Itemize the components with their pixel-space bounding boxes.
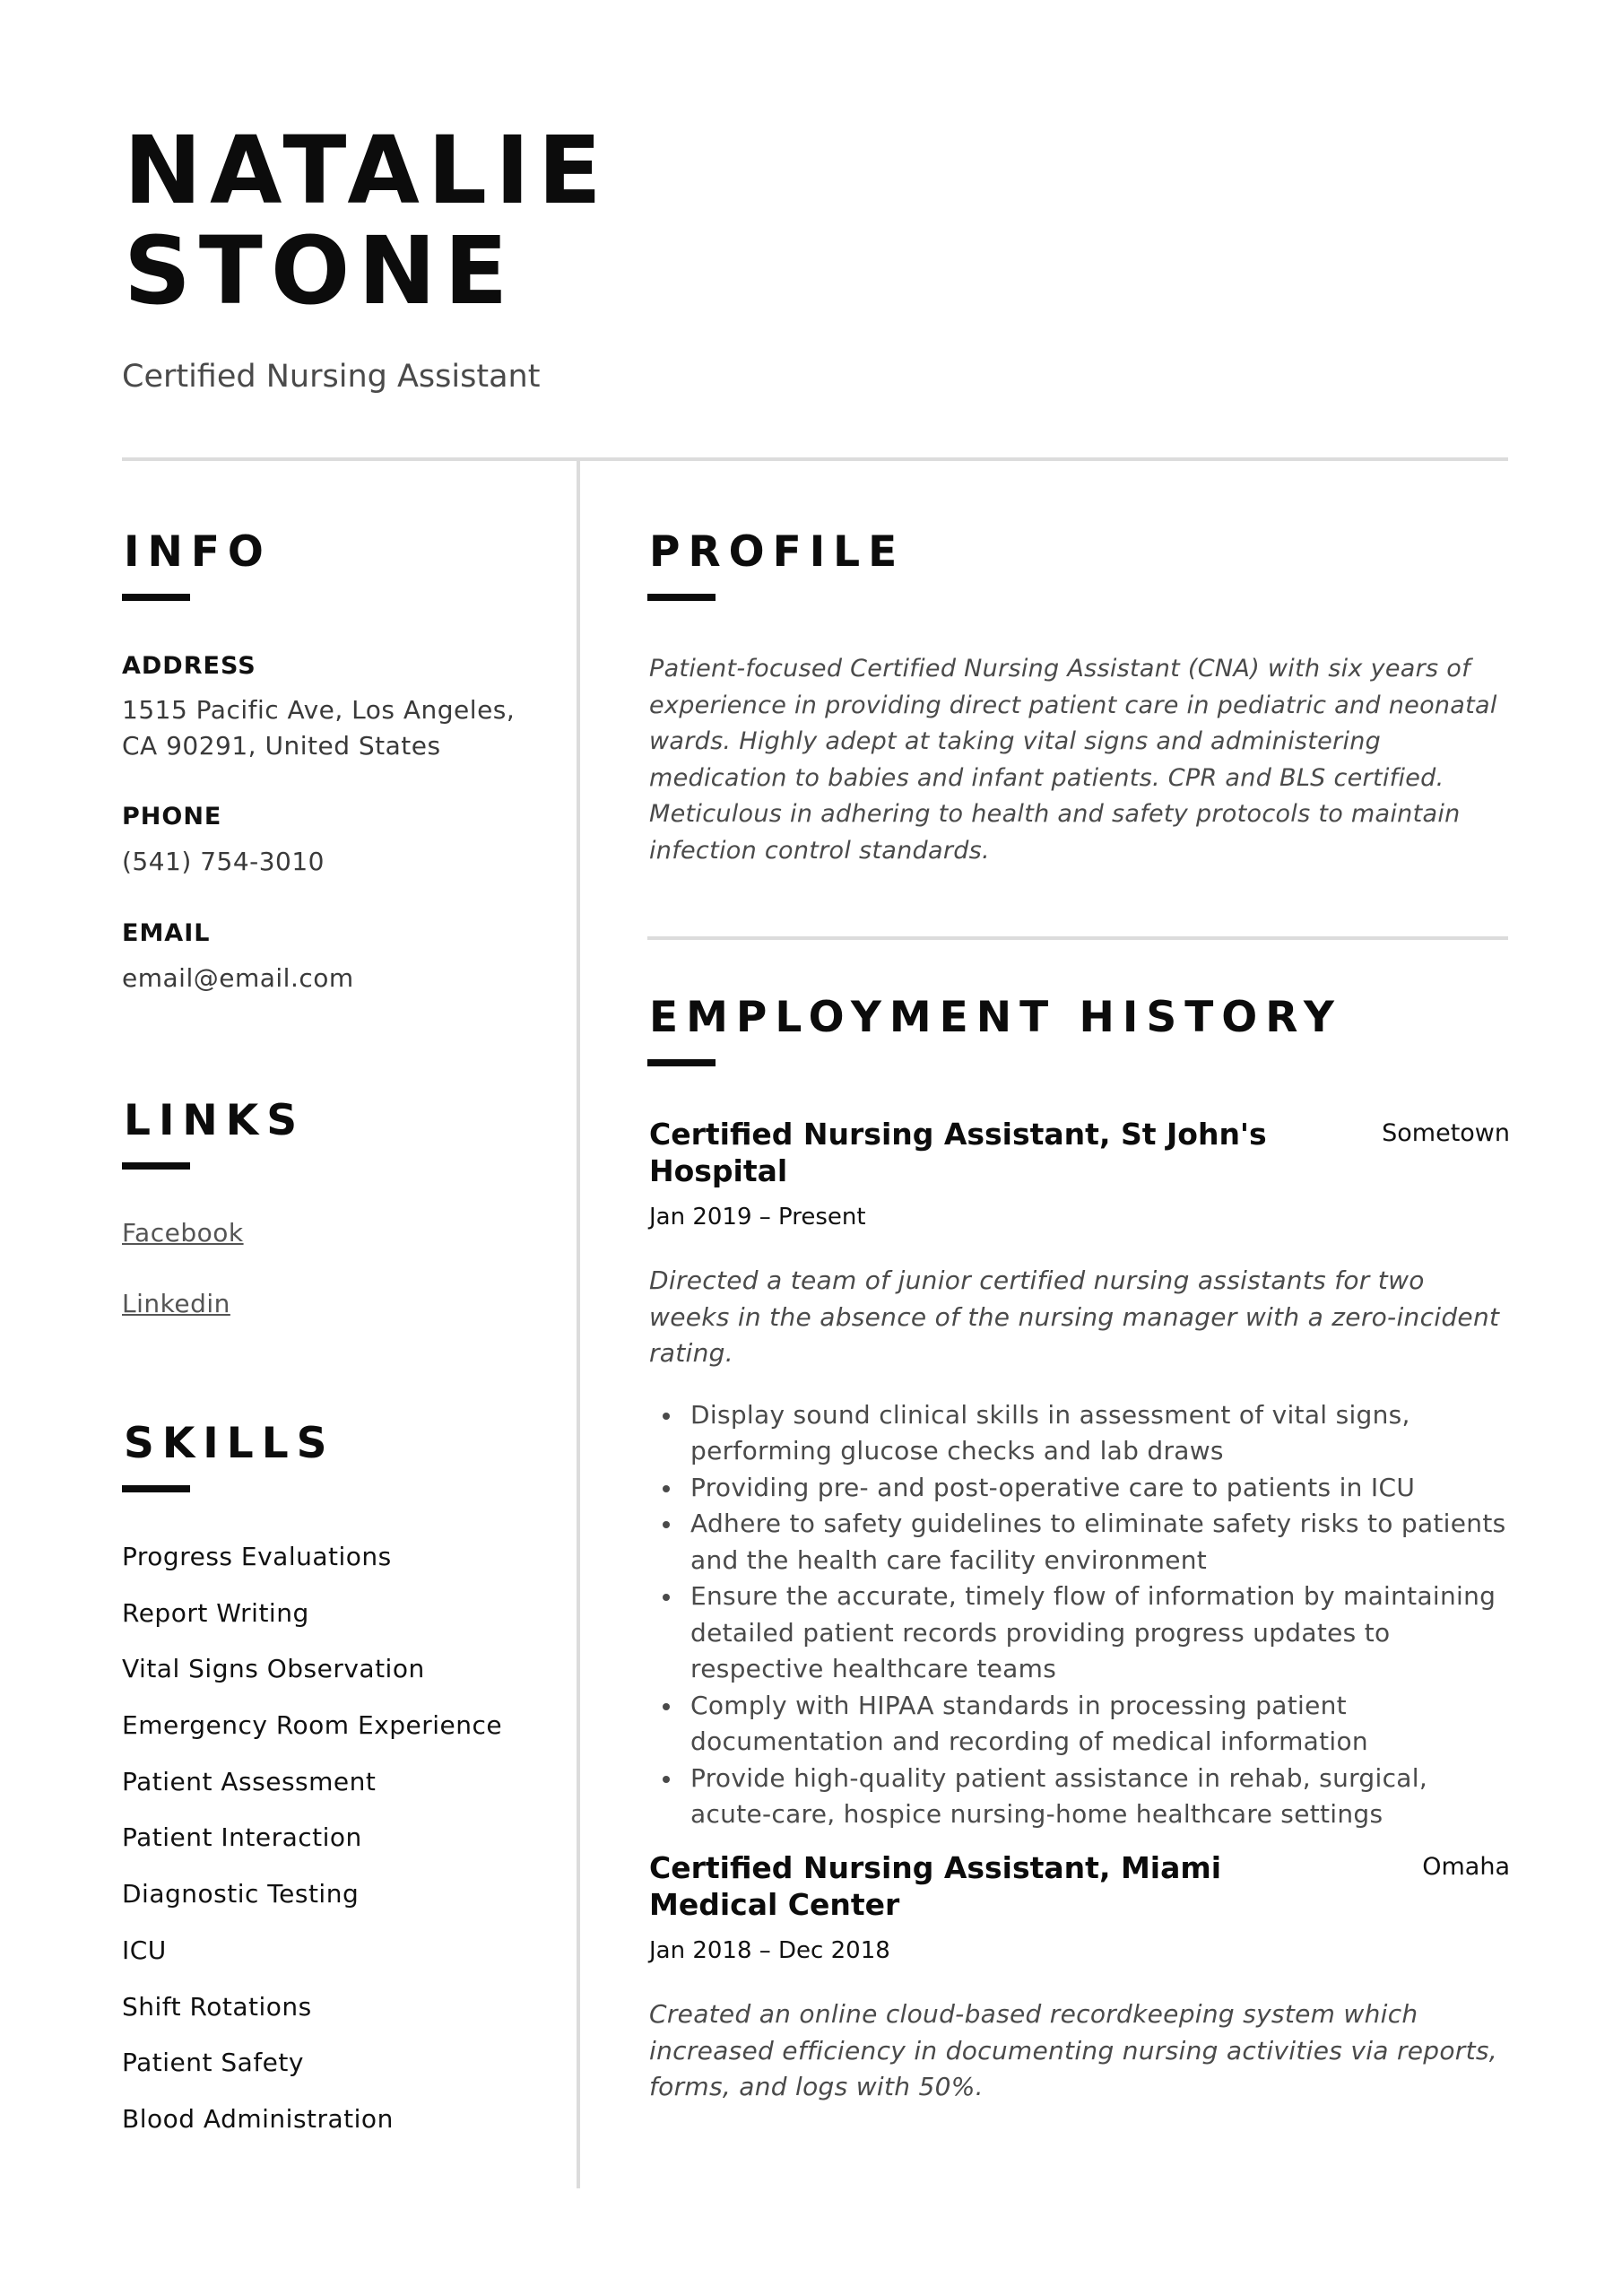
link-linkedin[interactable]: Linkedin — [122, 1289, 230, 1318]
skill-item: Diagnostic Testing — [122, 1879, 360, 1909]
skill-item: Patient Safety — [122, 2048, 304, 2078]
first-name: NATALIE — [124, 116, 610, 225]
last-name: STONE — [124, 216, 516, 326]
profile-divider — [647, 936, 1508, 940]
job-title: Certified Nursing Assistant, Miami Medical Center — [649, 1850, 1222, 1922]
skill-item: Vital Signs Observation — [122, 1654, 425, 1684]
job-bullet: Adhere to safety guidelines to eliminate safety risks to patients and the health care facility environment — [690, 1506, 1515, 1578]
job-bullet: Providing pre- and post-operative care to patients in ICU — [690, 1470, 1515, 1507]
skills-list — [122, 1539, 502, 2158]
profile-heading-underline — [647, 594, 716, 601]
links-heading-underline — [122, 1162, 190, 1170]
job-bullet: Ensure the accurate, timely flow of information by maintaining detailed patient records providing progress updates to respective healthcare teams — [690, 1578, 1515, 1688]
skill-item: Emergency Room Experience — [122, 1710, 503, 1741]
column-divider — [577, 459, 580, 2188]
info-heading-underline — [122, 594, 190, 601]
address-line-1: 1515 Pacific Ave, Los Angeles, — [122, 695, 516, 725]
job-bullets — [649, 1397, 1515, 1833]
phone-value: (541) 754-3010 — [122, 847, 325, 876]
skill-item: Blood Administration — [122, 2103, 394, 2134]
address-line-2: CA 90291, United States — [122, 731, 441, 761]
header-divider — [122, 457, 1508, 461]
skill-item: ICU — [122, 1935, 167, 1965]
job-title: Certified Nursing Assistant, St John's Hospital — [649, 1117, 1267, 1188]
links-heading: LINKS — [124, 1096, 306, 1145]
job-bullet: Provide high-quality patient assistance in rehab, surgical, acute-care, hospice nursing-home healthcare settings — [690, 1761, 1515, 1833]
profile-summary: Patient-focused Certified Nursing Assistant (CNA) with six years of experience in providing direct patient care in pediatric and neonatal wards. Highly adept at taking vital signs and administering medication to babies and infant patients. CPR and BLS certified. Meticulous in adhering to health and safety protocols to maintain infection control standards. — [649, 655, 1497, 865]
skill-item: Progress Evaluations — [122, 1542, 392, 1571]
job-header — [649, 1116, 1510, 1189]
job-header — [649, 1849, 1510, 1923]
email-label: EMAIL — [122, 919, 211, 947]
email-value: email@email.com — [122, 963, 354, 993]
skill-item: Patient Interaction — [122, 1822, 362, 1853]
info-heading: INFO — [124, 527, 272, 577]
phone-label: PHONE — [122, 803, 222, 831]
job-entry — [649, 1849, 1510, 2106]
job-location: Omaha — [1422, 1853, 1510, 1881]
address-value — [122, 692, 515, 764]
employment-heading: EMPLOYMENT HISTORY — [649, 993, 1342, 1042]
job-description: Directed a team of junior certified nursing assistants for two weeks in the absence of the nursing manager with a zero-incident rating. — [649, 1265, 1500, 1368]
candidate-name — [124, 116, 610, 326]
profile-heading: PROFILE — [649, 527, 906, 577]
job-entry — [649, 1116, 1510, 1833]
skill-item: Report Writing — [122, 1597, 309, 1628]
job-dates: Jan 2018 – Dec 2018 — [649, 1937, 890, 1964]
job-description: Created an online cloud-based recordkeeping system which increased efficiency in documenting nursing activities via reports, forms, and logs with 50%. — [649, 1999, 1497, 2101]
job-location: Sometown — [1382, 1119, 1510, 1147]
job-dates: Jan 2019 – Present — [649, 1204, 866, 1231]
skills-heading: SKILLS — [124, 1419, 335, 1468]
job-bullet: Comply with HIPAA standards in processing patient documentation and recording of medical information — [690, 1688, 1515, 1761]
employment-heading-underline — [647, 1059, 716, 1066]
link-facebook[interactable]: Facebook — [122, 1218, 244, 1248]
candidate-title: Certified Nursing Assistant — [122, 359, 541, 395]
skill-item: Patient Assessment — [122, 1766, 377, 1796]
skill-item: Shift Rotations — [122, 1991, 312, 2022]
job-bullet: Display sound clinical skills in assessment of vital signs, performing glucose checks and lab draws — [690, 1397, 1515, 1470]
address-label: ADDRESS — [122, 652, 256, 680]
skills-heading-underline — [122, 1485, 190, 1492]
